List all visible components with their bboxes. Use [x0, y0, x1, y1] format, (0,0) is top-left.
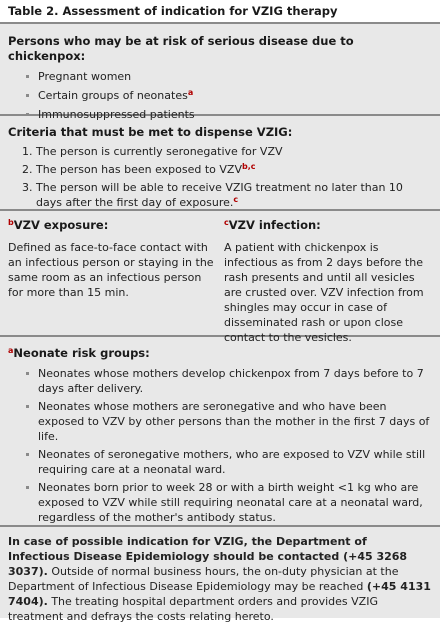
- list-number: 2.: [22, 163, 33, 176]
- list-item: [26, 69, 432, 84]
- footnote-marker: c: [233, 195, 239, 204]
- criteria-section: [0, 116, 440, 211]
- footnote-marker: a: [187, 88, 194, 97]
- risk-heading: Persons who may be at risk of serious disease due to chickenpox:: [8, 34, 354, 63]
- neonate-list: [8, 366, 432, 525]
- contact-note: [0, 527, 440, 623]
- list-item: [26, 88, 432, 103]
- contact-bold-1: In case of possible indication for VZIG, the Department of Infectious Disease Epidemiology should be contacted (+45 3268 3037).: [8, 535, 408, 578]
- footnote-marker: b: [8, 218, 14, 227]
- footnote-marker: c: [224, 218, 229, 227]
- list-item-text: Certain groups of neonates: [38, 89, 188, 102]
- list-item-text: The person will be able to receive VZIG treatment no later than 10 days after the first day of exposure.: [36, 181, 403, 209]
- neonate-heading: [8, 346, 432, 361]
- list-item-text: Immunosuppressed patients: [38, 108, 195, 121]
- list-item: [22, 180, 432, 210]
- list-item: [26, 107, 432, 122]
- list-item: Neonates whose mothers develop chickenpox from 7 days before to 7 days after delivery.: [26, 366, 432, 396]
- footnote-marker: b,c: [241, 162, 256, 171]
- list-item: [22, 162, 432, 177]
- list-item-text: The person has been exposed to VZV: [36, 163, 242, 176]
- infection-heading-text: VZV infection:: [228, 218, 321, 232]
- contact-text-1: Outside of normal business hours, the on-duty physician at the Department of Infectious Disease Epidemiology may be reached: [8, 565, 399, 593]
- exposure-heading: [8, 218, 214, 233]
- list-item: Neonates whose mothers are seronegative and who have been exposed to VZV by other persons than the mother in the first 7 days of life.: [26, 399, 432, 444]
- contact-text-2: The treating hospital department orders and provides VZIG treatment and defrays the costs relating hereto.: [8, 595, 378, 623]
- infection-text: A patient with chickenpox is infectious as from 2 days before the rash presents and until all vesicles are crusted over. VZV infection from shingles may occur in case of disseminated rash or upon close contact to the vesicles.: [224, 241, 424, 344]
- list-item-text: The person is currently seronegative for VZV: [36, 145, 283, 158]
- list-item-text: Pregnant women: [38, 70, 132, 83]
- list-number: 3.: [22, 181, 33, 194]
- list-item: [22, 144, 432, 159]
- criteria-heading: Criteria that must be met to dispense VZIG:: [8, 125, 293, 139]
- footnote-marker: a: [8, 346, 14, 355]
- exposure-text: Defined as face-to-face contact with an infectious person or staying in the same room as an infectious person for more than 15 min.: [8, 241, 214, 299]
- infection-definition: [220, 211, 440, 344]
- neonate-section: [0, 337, 440, 527]
- list-item: Neonates of seronegative mothers, who are exposed to VZV while still requiring care at a neonatal ward.: [26, 447, 432, 477]
- list-number: 1.: [22, 145, 33, 158]
- infection-heading: [224, 218, 434, 233]
- risk-section: [0, 24, 440, 121]
- criteria-list: [8, 144, 432, 210]
- definitions-section: [0, 211, 440, 344]
- contact-bold-2: (+45 4131 7404).: [8, 580, 431, 608]
- exposure-definition: [0, 211, 220, 335]
- table-title: Table 2. Assessment of indication for VZIG therapy: [0, 0, 440, 24]
- exposure-heading-text: VZV exposure:: [13, 218, 109, 232]
- neonate-heading-text: Neonate risk groups:: [13, 346, 150, 360]
- list-item: Neonates born prior to week 28 or with a birth weight <1 kg who are exposed to VZV while still requiring neonatal care at a neonatal ward, regardless of the mother's antibody status.: [26, 480, 432, 525]
- risk-list: [8, 69, 432, 122]
